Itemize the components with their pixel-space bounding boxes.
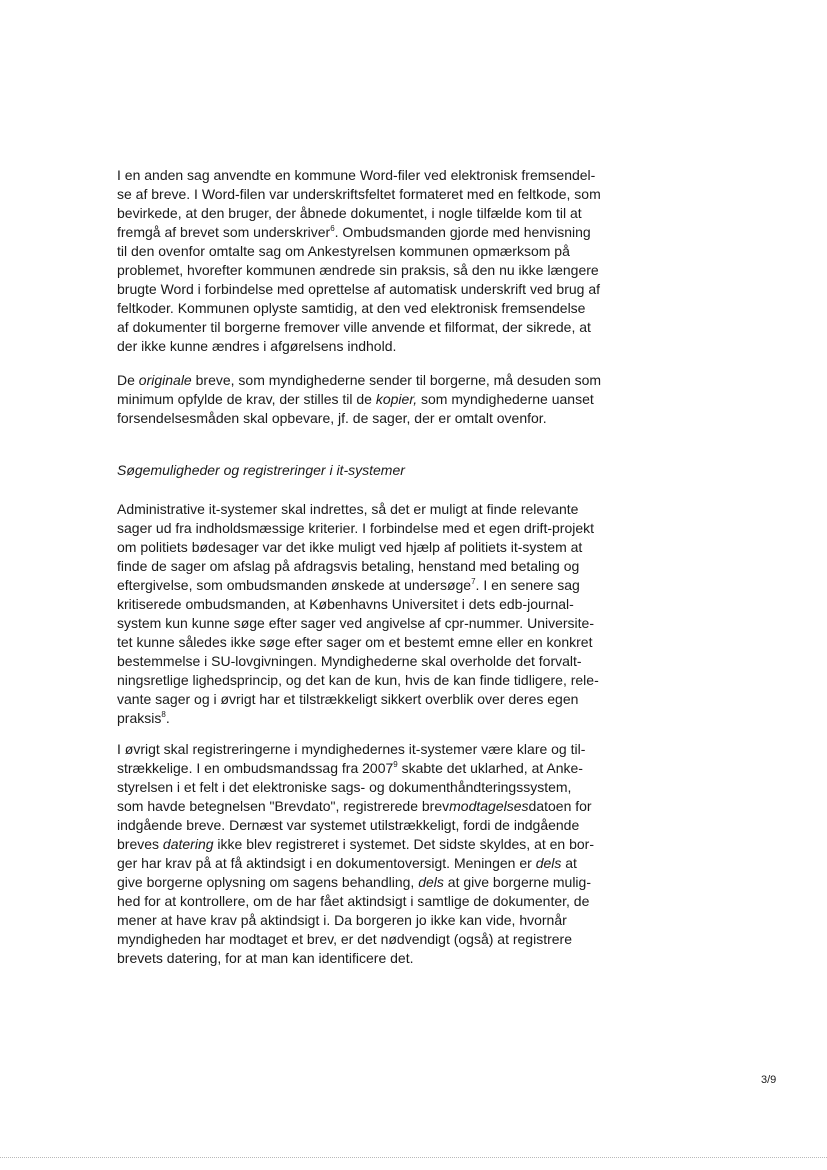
text-line: feltkoder. Kommunen oplyste samtidig, at den ved elektronisk fremsendelse [117, 300, 586, 316]
text-line: brugte Word i forbindelse med oprettelse af automatisk underskrift ved brug af [117, 281, 600, 297]
text-line: som havde betegnelsen "Brevdato", registrerede brevmodtagelsesdatoen for [117, 798, 592, 814]
text-line: finde de sager om afslag på afdragsvis betaling, henstand med betaling og [117, 558, 580, 574]
text-line: styrelsen i et felt i det elektroniske sags- og dokumenthåndteringssystem, [117, 779, 572, 795]
text-line: bestemmelse i SU-lovgivningen. Myndighederne skal overholde det forvalt- [117, 653, 582, 669]
scan-edge-line [0, 1157, 827, 1158]
text-line: til den ovenfor omtalte sag om Ankestyrelsen kommunen opmærksom på [117, 243, 570, 259]
text-line: bevirkede, at den bruger, der åbnede dokumentet, i nogle tilfælde kom til at [117, 205, 582, 221]
text-line: se af breve. I Word-filen var underskriftsfeltet formateret med en feltkode, som [117, 186, 601, 202]
text-line: give borgerne oplysning om sagens behandling, dels at give borgerne mulig- [117, 874, 591, 890]
text-line: myndigheden har modtaget et brev, er det nødvendigt (også) at registrere [117, 931, 572, 947]
text-line: tet kunne således ikke søge efter sager om et bestemt emne eller en konkret [117, 634, 593, 650]
text-line: De originale breve, som myndighederne sender til borgerne, må desuden som [117, 372, 602, 388]
text-line: minimum opfylde de krav, der stilles til de kopier, som myndighederne uanset [117, 391, 594, 407]
text-line: Administrative it-systemer skal indrettes, så det er muligt at finde relevante [117, 501, 579, 517]
text-line: ger har krav på at få aktindsigt i en dokumentoversigt. Meningen er dels at [117, 855, 577, 871]
text-line: I en anden sag anvendte en kommune Word-filer ved elektronisk fremsendel- [117, 167, 596, 183]
text-line: af dokumenter til borgerne fremover ville anvende et filformat, der sikrede, at [117, 319, 591, 335]
text-line: ningsretlige lighedsprincip, og det kan de kun, hvis de kan finde tidligere, rele- [117, 672, 599, 688]
text-line: fremgå af brevet som underskriver$^6$. Ombudsmanden gjorde med henvisning [117, 224, 591, 240]
paragraph-search-capabilities [117, 500, 599, 728]
emphasis-text: dels [418, 874, 444, 890]
text-line: forsendelsesmåden skal opbevare, jf. de sager, der er omtalt ovenfor. [117, 410, 547, 426]
emphasis-text: originale [138, 372, 192, 388]
emphasis-text: kopier, [375, 391, 418, 407]
text-line: der ikke kunne ændres i afgørelsens indhold. [117, 338, 397, 354]
footnote-ref-7: 7 [471, 577, 476, 586]
footnote-ref-8: 8 [161, 710, 166, 719]
paragraph-word-files [117, 166, 601, 356]
text-line: mener at have krav på aktindsigt i. Da borgeren jo ikke kan vide, hvornår [117, 912, 567, 928]
text-line: problemet, hvorefter kommunen ændrede sin praksis, så den nu ikke længere [117, 262, 599, 278]
text-line: eftergivelse, som ombudsmanden ønskede at undersøge$^7$. I en senere sag [117, 577, 580, 593]
text-line: vante sager og i øvrigt har et tilstrækkeligt sikkert overblik over deres egen [117, 691, 579, 707]
text-line: hed for at kontrollere, om de har fået aktindsigt i samtlige de dokumenter, de [117, 893, 590, 909]
footnote-ref-6: 6 [330, 224, 335, 233]
text-line: brevets datering, for at man kan identificere det. [117, 950, 414, 966]
text-line: indgående breve. Dernæst var systemet utilstrækkeligt, fordi de indgående [117, 817, 580, 833]
emphasis-text: modtagelses [449, 798, 529, 814]
page-number: 3/9 [761, 1074, 777, 1086]
text-line: praksis$^8$. [117, 710, 170, 726]
text-line: strækkelige. I en ombudsmandssag fra 2007$^9$ skabte det uklarhed, at Anke- [117, 760, 583, 776]
text-line: system kun kunne søge efter sager ved angivelse af cpr-nummer. Universite- [117, 615, 594, 631]
text-line: kritiserede ombudsmanden, at Københavns Universitet i dets edb-journal- [117, 596, 574, 612]
text-line: sager ud fra indholdsmæssige kriterier. I forbindelse med et egen drift-projekt [117, 520, 595, 536]
section-heading: Søgemuligheder og registreringer i it-systemer [117, 462, 405, 478]
text-line: I øvrigt skal registreringerne i myndighedernes it-systemer være klare og til- [117, 741, 586, 757]
text-line: breves datering ikke blev registreret i systemet. Det sidste skyldes, at en bor- [117, 836, 594, 852]
paragraph-registrations [117, 740, 594, 968]
emphasis-text: datering [162, 836, 214, 852]
emphasis-text: dels [535, 855, 562, 871]
text-line: om politiets bødesager var det ikke muligt ved hjælp af politiets it-system at [117, 539, 583, 555]
paragraph-original-letters [117, 371, 602, 428]
footnote-ref-9: 9 [393, 760, 398, 769]
